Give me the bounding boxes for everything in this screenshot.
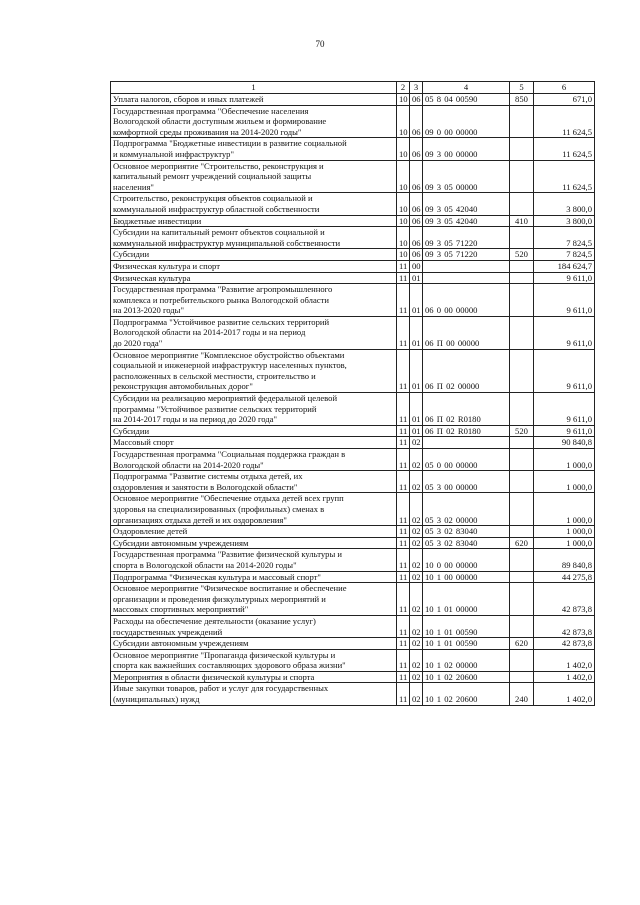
table-row bbox=[111, 160, 595, 193]
amount-cell: 42 873,8 bbox=[534, 638, 595, 650]
subsection-code-cell: 06 bbox=[410, 227, 423, 249]
subsection-code-cell: 06 bbox=[410, 193, 423, 215]
amount-cell: 11 624,5 bbox=[534, 138, 595, 160]
amount-cell: 1 000,0 bbox=[534, 526, 595, 538]
expense-type-cell bbox=[510, 227, 534, 249]
table-row bbox=[111, 316, 595, 349]
target-article-cell: 09 3 05 00000 bbox=[423, 160, 510, 193]
table-row bbox=[111, 671, 595, 683]
subsection-code-cell: 06 bbox=[410, 105, 423, 138]
column-number: 1 bbox=[111, 82, 397, 94]
table-row bbox=[111, 284, 595, 317]
row-name-cell: Бюджетные инвестиции bbox=[111, 215, 397, 227]
target-article-cell: 09 3 05 71220 bbox=[423, 227, 510, 249]
target-article-cell: 10 1 01 00000 bbox=[423, 583, 510, 616]
subsection-code-cell: 02 bbox=[410, 683, 423, 705]
row-name-cell: Субсидии bbox=[111, 425, 397, 437]
subsection-code-cell: 02 bbox=[410, 615, 423, 637]
row-name-cell: Основное мероприятие "Комплексное обустройство объектами социальной и инженерной инфраструктур населенных пунктов, расположенных в сельской местности, строительство и реконструкция автомобильных дорог" bbox=[111, 349, 397, 392]
column-number: 2 bbox=[397, 82, 410, 94]
expense-type-cell bbox=[510, 615, 534, 637]
table-row bbox=[111, 571, 595, 583]
row-name-cell: Расходы на обеспечение деятельности (оказание услуг) государственных учреждений bbox=[111, 615, 397, 637]
expense-type-cell bbox=[510, 260, 534, 272]
target-article-cell: 06 П 02 R0180 bbox=[423, 425, 510, 437]
target-article-cell: 10 0 00 00000 bbox=[423, 549, 510, 571]
amount-cell: 1 000,0 bbox=[534, 537, 595, 549]
subsection-code-cell: 02 bbox=[410, 671, 423, 683]
target-article-cell: 06 П 02 00000 bbox=[423, 349, 510, 392]
expense-type-cell bbox=[510, 349, 534, 392]
section-code-cell: 11 bbox=[397, 671, 410, 683]
table-row bbox=[111, 249, 595, 261]
expense-type-cell: 620 bbox=[510, 638, 534, 650]
page-number: 70 bbox=[315, 39, 325, 49]
amount-cell: 9 611,0 bbox=[534, 393, 595, 426]
section-code-cell: 11 bbox=[397, 493, 410, 526]
expense-type-cell: 240 bbox=[510, 683, 534, 705]
amount-cell: 1 402,0 bbox=[534, 683, 595, 705]
amount-cell: 11 624,5 bbox=[534, 105, 595, 138]
table-row bbox=[111, 526, 595, 538]
target-article-cell bbox=[423, 272, 510, 284]
table-row bbox=[111, 583, 595, 616]
subsection-code-cell: 01 bbox=[410, 425, 423, 437]
subsection-code-cell: 01 bbox=[410, 316, 423, 349]
target-article-cell: 10 1 01 00590 bbox=[423, 615, 510, 637]
amount-cell: 42 873,8 bbox=[534, 583, 595, 616]
table-row bbox=[111, 683, 595, 705]
subsection-code-cell: 06 bbox=[410, 138, 423, 160]
target-article-cell: 06 0 00 00000 bbox=[423, 284, 510, 317]
row-name-cell: Субсидии на капитальный ремонт объектов социальной и коммунальной инфраструктур муниципальной собственности bbox=[111, 227, 397, 249]
expense-type-cell bbox=[510, 393, 534, 426]
section-code-cell: 11 bbox=[397, 526, 410, 538]
expense-type-cell bbox=[510, 649, 534, 671]
subsection-code-cell: 02 bbox=[410, 571, 423, 583]
table-row bbox=[111, 615, 595, 637]
target-article-cell bbox=[423, 437, 510, 449]
row-name-cell: Государственная программа "Обеспечение населения Вологодской области доступным жильем и формирование комфортной среды проживания на 2014-2020 годы" bbox=[111, 105, 397, 138]
table-row bbox=[111, 272, 595, 284]
subsection-code-cell: 02 bbox=[410, 583, 423, 616]
row-name-cell: Иные закупки товаров, работ и услуг для государственных (муниципальных) нужд bbox=[111, 683, 397, 705]
target-article-cell: 09 0 00 00000 bbox=[423, 105, 510, 138]
section-code-cell: 11 bbox=[397, 549, 410, 571]
target-article-cell: 09 3 05 42040 bbox=[423, 215, 510, 227]
target-article-cell: 05 3 02 83040 bbox=[423, 537, 510, 549]
table-row bbox=[111, 493, 595, 526]
column-number: 3 bbox=[410, 82, 423, 94]
section-code-cell: 11 bbox=[397, 284, 410, 317]
subsection-code-cell: 02 bbox=[410, 493, 423, 526]
section-code-cell: 11 bbox=[397, 449, 410, 471]
expense-type-cell bbox=[510, 583, 534, 616]
amount-cell: 9 611,0 bbox=[534, 272, 595, 284]
row-name-cell: Субсидии bbox=[111, 249, 397, 261]
row-name-cell: Уплата налогов, сборов и иных платежей bbox=[111, 94, 397, 106]
amount-cell: 9 611,0 bbox=[534, 425, 595, 437]
subsection-code-cell: 02 bbox=[410, 649, 423, 671]
section-code-cell: 11 bbox=[397, 649, 410, 671]
expense-type-cell bbox=[510, 437, 534, 449]
target-article-cell: 10 1 01 00590 bbox=[423, 638, 510, 650]
amount-cell: 1 402,0 bbox=[534, 649, 595, 671]
row-name-cell: Основное мероприятие "Обеспечение отдыха детей всех групп здоровья на специализированных (профильных) сменах в организациях отдыха детей и их оздоровления" bbox=[111, 493, 397, 526]
section-code-cell: 11 bbox=[397, 316, 410, 349]
expense-type-cell: 620 bbox=[510, 537, 534, 549]
table-row bbox=[111, 549, 595, 571]
table-row bbox=[111, 537, 595, 549]
row-name-cell: Субсидии автономным учреждениям bbox=[111, 537, 397, 549]
section-code-cell: 11 bbox=[397, 425, 410, 437]
amount-cell: 42 873,8 bbox=[534, 615, 595, 637]
row-name-cell: Подпрограмма "Бюджетные инвестиции в развитие социальной и коммунальной инфраструктур" bbox=[111, 138, 397, 160]
subsection-code-cell: 02 bbox=[410, 537, 423, 549]
amount-cell: 44 275,8 bbox=[534, 571, 595, 583]
target-article-cell: 06 П 00 00000 bbox=[423, 316, 510, 349]
table-row bbox=[111, 393, 595, 426]
section-code-cell: 11 bbox=[397, 571, 410, 583]
row-name-cell: Оздоровление детей bbox=[111, 526, 397, 538]
section-code-cell: 11 bbox=[397, 583, 410, 616]
table-row bbox=[111, 94, 595, 106]
expense-type-cell bbox=[510, 105, 534, 138]
target-article-cell: 06 П 02 R0180 bbox=[423, 393, 510, 426]
target-article-cell: 05 3 02 00000 bbox=[423, 493, 510, 526]
amount-cell: 671,0 bbox=[534, 94, 595, 106]
table-row bbox=[111, 638, 595, 650]
expense-type-cell: 520 bbox=[510, 425, 534, 437]
subsection-code-cell: 06 bbox=[410, 215, 423, 227]
target-article-cell: 10 1 00 00000 bbox=[423, 571, 510, 583]
amount-cell: 1 402,0 bbox=[534, 671, 595, 683]
row-name-cell: Мероприятия в области физической культуры и спорта bbox=[111, 671, 397, 683]
row-name-cell: Основное мероприятие "Физическое воспитание и обеспечение организации и проведения физкультурных мероприятий и массовых спортивных мероприятий" bbox=[111, 583, 397, 616]
amount-cell: 89 840,8 bbox=[534, 549, 595, 571]
subsection-code-cell: 06 bbox=[410, 94, 423, 106]
column-number: 5 bbox=[510, 82, 534, 94]
target-article-cell: 05 8 04 00590 bbox=[423, 94, 510, 106]
target-article-cell: 09 3 05 71220 bbox=[423, 249, 510, 261]
expense-type-cell bbox=[510, 671, 534, 683]
expense-type-cell: 410 bbox=[510, 215, 534, 227]
expense-type-cell bbox=[510, 193, 534, 215]
amount-cell: 3 800,0 bbox=[534, 215, 595, 227]
section-code-cell: 11 bbox=[397, 349, 410, 392]
budget-table bbox=[110, 81, 595, 706]
section-code-cell: 11 bbox=[397, 537, 410, 549]
section-code-cell: 10 bbox=[397, 227, 410, 249]
target-article-cell: 10 1 02 20600 bbox=[423, 671, 510, 683]
amount-cell: 11 624,5 bbox=[534, 160, 595, 193]
amount-cell: 1 000,0 bbox=[534, 471, 595, 493]
subsection-code-cell: 01 bbox=[410, 393, 423, 426]
row-name-cell: Субсидии на реализацию мероприятий федеральной целевой программы "Устойчивое развитие сельских территорий на 2014-2017 годы и на период до 2020 года" bbox=[111, 393, 397, 426]
target-article-cell: 10 1 02 00000 bbox=[423, 649, 510, 671]
section-code-cell: 10 bbox=[397, 138, 410, 160]
expense-type-cell bbox=[510, 272, 534, 284]
expense-type-cell: 520 bbox=[510, 249, 534, 261]
amount-cell: 3 800,0 bbox=[534, 193, 595, 215]
table-row bbox=[111, 649, 595, 671]
target-article-cell: 09 3 00 00000 bbox=[423, 138, 510, 160]
row-name-cell: Подпрограмма "Развитие системы отдыха детей, их оздоровления и занятости в Вологодской области" bbox=[111, 471, 397, 493]
subsection-code-cell: 01 bbox=[410, 349, 423, 392]
subsection-code-cell: 06 bbox=[410, 160, 423, 193]
subsection-code-cell: 01 bbox=[410, 284, 423, 317]
expense-type-cell bbox=[510, 549, 534, 571]
section-code-cell: 11 bbox=[397, 272, 410, 284]
table-row bbox=[111, 471, 595, 493]
row-name-cell: Государственная программа "Социальная поддержка граждан в Вологодской области на 2014-2020 годы" bbox=[111, 449, 397, 471]
amount-cell: 1 000,0 bbox=[534, 449, 595, 471]
expense-type-cell bbox=[510, 284, 534, 317]
subsection-code-cell: 02 bbox=[410, 638, 423, 650]
section-code-cell: 11 bbox=[397, 260, 410, 272]
subsection-code-cell: 02 bbox=[410, 449, 423, 471]
section-code-cell: 11 bbox=[397, 393, 410, 426]
subsection-code-cell: 06 bbox=[410, 249, 423, 261]
amount-cell: 9 611,0 bbox=[534, 316, 595, 349]
subsection-code-cell: 02 bbox=[410, 437, 423, 449]
row-name-cell: Физическая культура bbox=[111, 272, 397, 284]
subsection-code-cell: 00 bbox=[410, 260, 423, 272]
table-row bbox=[111, 138, 595, 160]
table-row bbox=[111, 425, 595, 437]
amount-cell: 184 624,7 bbox=[534, 260, 595, 272]
column-number: 6 bbox=[534, 82, 595, 94]
table-row bbox=[111, 105, 595, 138]
row-name-cell: Физическая культура и спорт bbox=[111, 260, 397, 272]
subsection-code-cell: 02 bbox=[410, 549, 423, 571]
expense-type-cell bbox=[510, 138, 534, 160]
amount-cell: 1 000,0 bbox=[534, 493, 595, 526]
amount-cell: 9 611,0 bbox=[534, 349, 595, 392]
target-article-cell: 05 3 00 00000 bbox=[423, 471, 510, 493]
amount-cell: 7 824,5 bbox=[534, 249, 595, 261]
expense-type-cell bbox=[510, 493, 534, 526]
table-row bbox=[111, 215, 595, 227]
amount-cell: 7 824,5 bbox=[534, 227, 595, 249]
expense-type-cell bbox=[510, 160, 534, 193]
amount-cell: 9 611,0 bbox=[534, 284, 595, 317]
subsection-code-cell: 02 bbox=[410, 471, 423, 493]
section-code-cell: 10 bbox=[397, 105, 410, 138]
row-name-cell: Государственная программа "Развитие агропромышленного комплекса и потребительского рынка Вологодской области на 2013-2020 годы" bbox=[111, 284, 397, 317]
section-code-cell: 11 bbox=[397, 615, 410, 637]
column-number: 4 bbox=[423, 82, 510, 94]
target-article-cell: 05 3 02 83040 bbox=[423, 526, 510, 538]
table-row bbox=[111, 449, 595, 471]
section-code-cell: 11 bbox=[397, 683, 410, 705]
amount-cell: 90 840,8 bbox=[534, 437, 595, 449]
section-code-cell: 10 bbox=[397, 249, 410, 261]
section-code-cell: 10 bbox=[397, 94, 410, 106]
target-article-cell: 10 1 02 20600 bbox=[423, 683, 510, 705]
row-name-cell: Субсидии автономным учреждениям bbox=[111, 638, 397, 650]
expense-type-cell bbox=[510, 316, 534, 349]
section-code-cell: 10 bbox=[397, 215, 410, 227]
expense-type-cell: 850 bbox=[510, 94, 534, 106]
row-name-cell: Массовый спорт bbox=[111, 437, 397, 449]
table-row bbox=[111, 349, 595, 392]
expense-type-cell bbox=[510, 571, 534, 583]
section-code-cell: 10 bbox=[397, 193, 410, 215]
table-row bbox=[111, 193, 595, 215]
section-code-cell: 11 bbox=[397, 638, 410, 650]
expense-type-cell bbox=[510, 449, 534, 471]
expense-type-cell bbox=[510, 471, 534, 493]
target-article-cell bbox=[423, 260, 510, 272]
target-article-cell: 09 3 05 42040 bbox=[423, 193, 510, 215]
row-name-cell: Подпрограмма "Устойчивое развитие сельских территорий Вологодской области на 2014-2017 годы и на период до 2020 года" bbox=[111, 316, 397, 349]
row-name-cell: Подпрограмма "Физическая культура и массовый спорт" bbox=[111, 571, 397, 583]
subsection-code-cell: 02 bbox=[410, 526, 423, 538]
section-code-cell: 11 bbox=[397, 471, 410, 493]
section-code-cell: 11 bbox=[397, 437, 410, 449]
subsection-code-cell: 01 bbox=[410, 272, 423, 284]
table-row bbox=[111, 437, 595, 449]
table-row bbox=[111, 260, 595, 272]
section-code-cell: 10 bbox=[397, 160, 410, 193]
row-name-cell: Основное мероприятие "Строительство, реконструкция и капитальный ремонт учреждений социальной защиты населения" bbox=[111, 160, 397, 193]
table-row bbox=[111, 227, 595, 249]
expense-type-cell bbox=[510, 526, 534, 538]
row-name-cell: Строительство, реконструкция объектов социальной и коммунальной инфраструктур областной собственности bbox=[111, 193, 397, 215]
column-number-row bbox=[111, 82, 595, 94]
budget-table-body bbox=[111, 82, 595, 706]
row-name-cell: Государственная программа "Развитие физической культуры и спорта в Вологодской области на 2014-2020 годы" bbox=[111, 549, 397, 571]
target-article-cell: 05 0 00 00000 bbox=[423, 449, 510, 471]
row-name-cell: Основное мероприятие "Пропаганда физической культуры и спорта как важнейших составляющих здорового образа жизни" bbox=[111, 649, 397, 671]
